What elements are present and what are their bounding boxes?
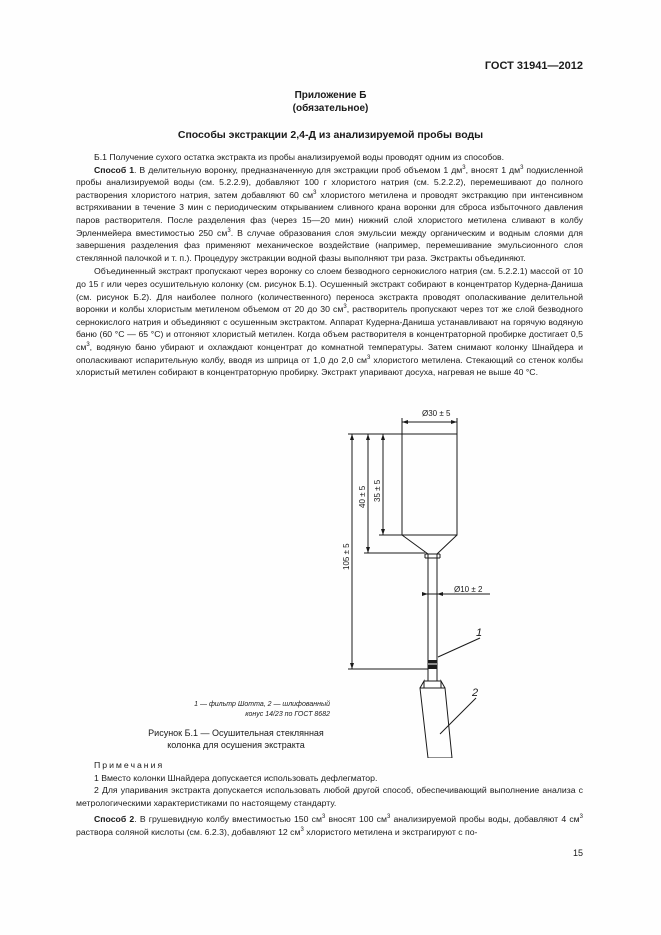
standard-code: ГОСТ 31941—2012	[484, 60, 583, 72]
dim-105-label: 105 ± 5	[342, 543, 351, 570]
dim-35-label: 35 ± 5	[373, 479, 382, 502]
leader-line	[438, 638, 480, 657]
text-run: хлористого метилена. Стекающий со стенок колбы хлористый метилен собирают в концентраторную пробирку. Экстракт упаривают досуха, нагревая не выше 40 °С.	[76, 354, 584, 378]
arrow-head	[350, 434, 354, 440]
paragraph-method1	[76, 164, 583, 265]
appendix-heading	[0, 89, 661, 115]
arrow-head	[437, 592, 443, 596]
legend-line: конус 14/23 по ГОСТ 8682	[245, 711, 330, 718]
text-run: . В случае образования слоя эмульсии между органическим и водным слоями для завершения разделения фаз применяют механическое воздействие (например, перемешивание эмульсионного слоя стеклянной палочкой и т. п.). Процедуру экстракции водной фазы выполняют три раза. Экстракты объединяют.	[76, 227, 583, 263]
superscript: 3	[86, 342, 90, 349]
arrow-head	[451, 420, 457, 424]
appendix-type: (обязательное)	[292, 103, 369, 114]
paragraph-method2	[76, 813, 583, 838]
arrow-head	[366, 434, 370, 440]
dim-stem-label: Ø10 ± 2	[454, 585, 483, 594]
superscript: 3	[520, 164, 524, 171]
arrow-head	[381, 529, 385, 535]
text-run: раствора соляной кислоты (см. 6.2.3), добавляют 12 см	[76, 826, 301, 837]
dim-40-label: 40 ± 5	[358, 485, 367, 508]
method2-lead: Способ 2	[94, 814, 135, 824]
arrow-head	[422, 592, 428, 596]
dim-top-label: Ø30 ± 5	[422, 409, 451, 418]
body-text	[76, 151, 583, 379]
text-run: хлористого метилена и проводят экстракцию при интенсивном встряхивании в течение 3 мин с периодическим открыванием сливного крана воронки для сброса избыточного давления паров растворителя. После разделения фаз (через 15—20 мин) нижний слой хлористого метилена сливают в колбу Эрленмейера вместимостью 250 см	[76, 189, 583, 238]
text-run: , растворитель пропускают через тот же слой безводного сернокислого натрия и объединяют с осушенным экстрактом. Аппарат Кудерна-Даниша устанавливают на горячую водяную баню (60 °С — 65 °С) и отгоняют хлористый метилен. Когда объем растворителя в концентраторной пробирке достигает 0,5 см	[76, 304, 583, 352]
superscript: 3	[343, 304, 347, 311]
legend-line: 1 — фильтр Шотта, 2 — шлифованный	[194, 701, 330, 708]
text-run: , вносят 1 дм	[465, 164, 521, 175]
text-run: , водяную баню убирают и охлаждают концентрат до комнатной температуры. Затем снимают колонку Шнайдера и ополаскивают испарительную колбу, вводя из шприца от 1,0 до 2,0 см	[76, 341, 583, 365]
superscript: 3	[462, 164, 466, 171]
column-body	[402, 434, 457, 535]
page-number: 15	[572, 848, 583, 858]
section-title: Способы экстракции 2,4-Д из анализируемой пробы воды	[177, 129, 484, 141]
superscript: 3	[386, 814, 391, 821]
text-run: вносят 100 см	[325, 814, 387, 824]
paragraph-b1: Б.1 Получение сухого остатка экстракта из пробы анализируемой воды проводят одним из способов.	[94, 152, 505, 162]
caption-line: Рисунок Б.1 — Осушительная стеклянная	[148, 728, 324, 738]
arrow-head	[350, 663, 354, 669]
callout-2: 2	[472, 687, 479, 699]
superscript: 3	[313, 189, 317, 196]
ground-cone	[420, 688, 452, 758]
text-run: подкисленной пробы анализируемой воды (см. 5.2.2.9), добавляют 100 г хлористого натрия (см. 5.2.2.2), перемешивают до полного растворения хлористого натрия, затем добавляют 60 см	[76, 164, 583, 200]
superscript: 3	[579, 814, 583, 821]
superscript: 3	[321, 814, 326, 821]
callout-1: 1	[476, 627, 483, 639]
joint	[441, 681, 445, 688]
arrow-head	[402, 420, 408, 424]
text-run: хлористого метилена и экстрагируют с по-	[303, 826, 478, 837]
figure-legend	[140, 700, 330, 720]
caption-line: колонка для осушения экстракта	[167, 740, 305, 750]
method2-text	[76, 813, 583, 838]
superscript: 3	[227, 227, 231, 234]
leader-line	[440, 698, 476, 734]
superscript: 3	[300, 826, 304, 833]
joint	[420, 681, 424, 688]
notes-title: Примечания	[94, 760, 165, 770]
drying-column-figure	[330, 398, 520, 758]
arrow-head	[381, 434, 385, 440]
column-cone	[402, 535, 428, 558]
text-run: анализируемой пробы воды, добавляют 4 см	[390, 814, 580, 824]
paragraph-combined-extract	[76, 265, 583, 378]
text-run: Объединенный экстракт пропускают через воронку со слоем безводного сернокислого натрия (см. 5.2.2.1) массой от 10 до 15 г или через осушительную колонку (см. рисунок Б.1). Осушенный экстракт собирают в концентратор Кудерна-Даниша (см. рисунок Б.2). Для наиболее полного (количественного) переноса экстракта проводят ополаскивание делительной воронки и колбы хлористым метиленом объемом от 20 до 30 см	[76, 266, 583, 315]
appendix-title: Приложение Б	[294, 90, 367, 101]
superscript: 3	[366, 354, 371, 361]
note-2: 2 Для упаривания экстракта допускается использовать любой другой способ, обеспечивающий выполнение анализа с метрологическими характеристиками по настоящему стандарту.	[76, 785, 583, 808]
text-run: . В делительную воронку, предназначенную для экстракции проб объемом 1 дм	[134, 164, 463, 175]
method1-lead: Способ 1	[94, 164, 135, 175]
text-run: . В грушевидную колбу вместимостью 150 см	[134, 814, 322, 824]
figure-caption	[120, 727, 352, 751]
notes-block	[76, 759, 583, 809]
arrow-head	[366, 547, 370, 553]
note-1: 1 Вместо колонки Шнайдера допускается использовать дефлегматор.	[94, 772, 378, 783]
